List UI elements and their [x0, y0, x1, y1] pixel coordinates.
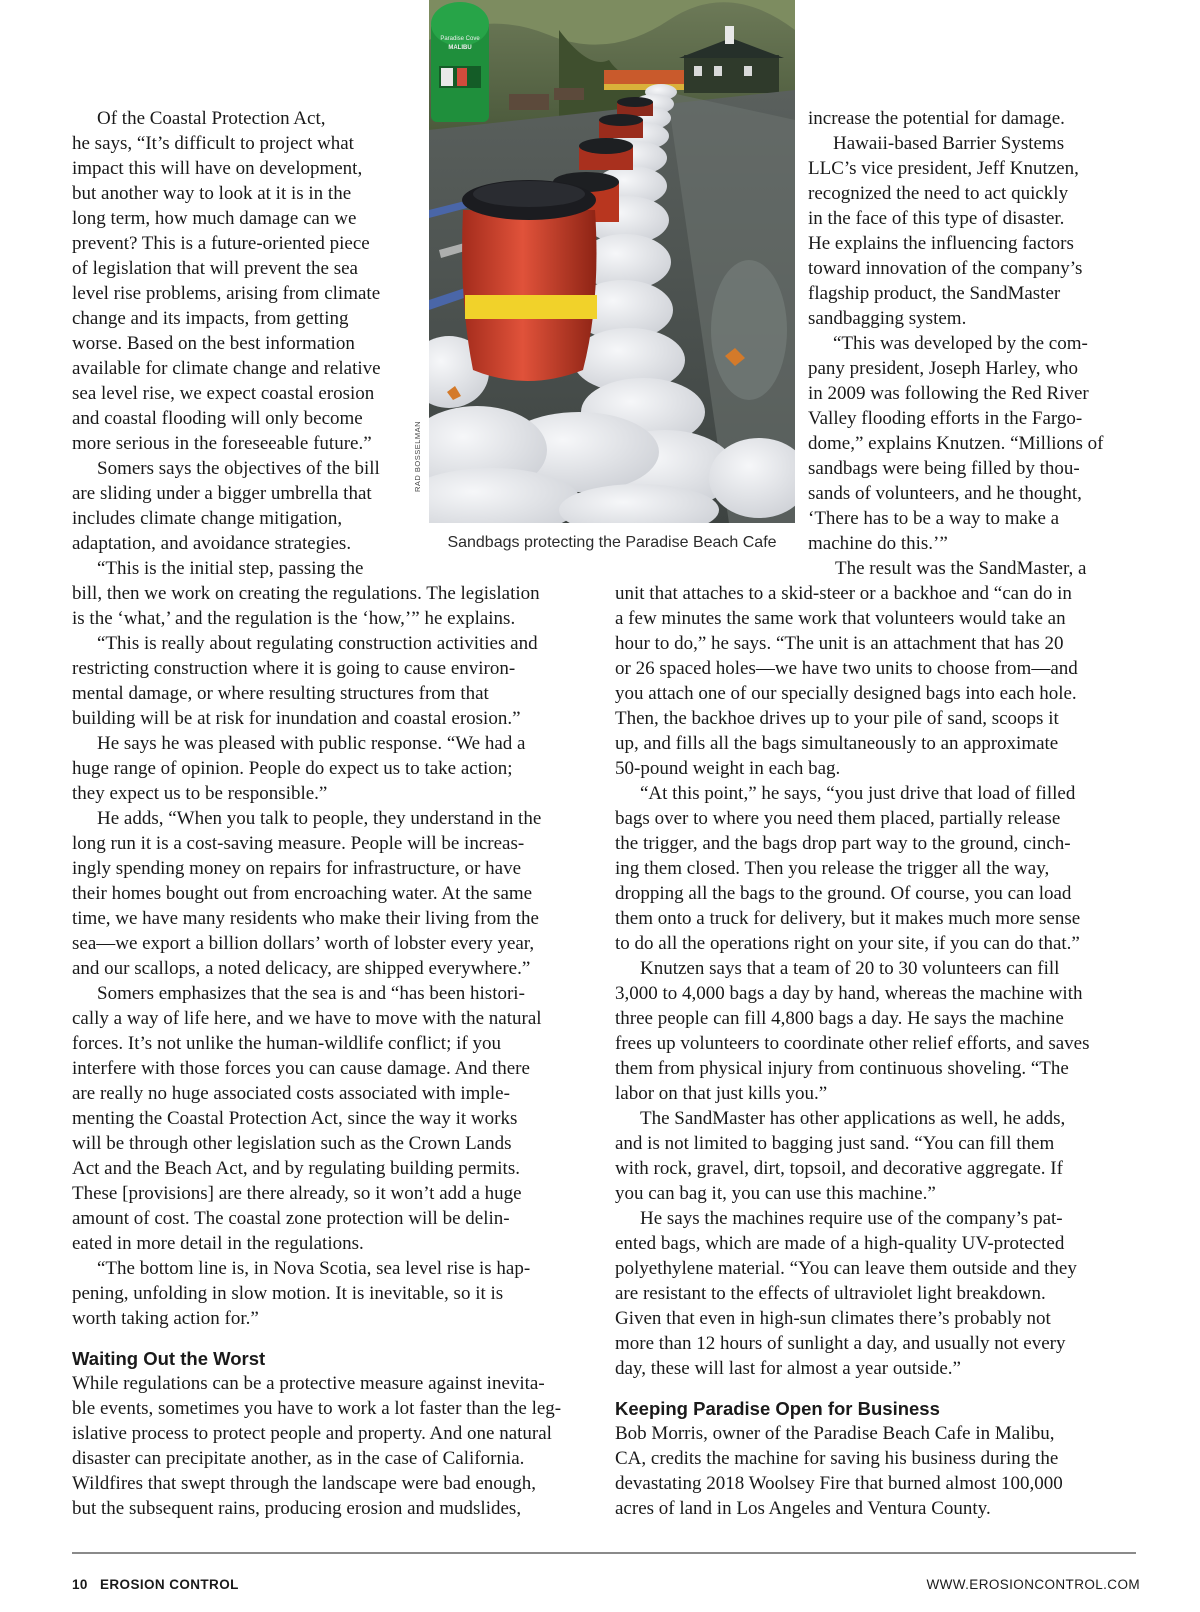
- paragraph: “This is the initial step, passing the bill, then we work on creating the regulations. The legislation is the ‘what,’ and the regulation is the ‘how,’” he explains.: [72, 558, 540, 629]
- green-kiosk: [431, 2, 489, 122]
- sandbag-photo-illustration: [429, 0, 795, 523]
- page-number: 10: [72, 1577, 88, 1592]
- paragraph: The result was the SandMaster, a unit that attaches to a skid-steer or a backhoe and “can do in a few minutes the same work that volunteers would take an hour to do,” he says. “The unit is an attachment that has 20 or 26 spaced holes—we have two units to choose from—and you attach one of our specially designed bags into each hole. Then, the backhoe drives up to your pile of sand, scoops it up, and fills all the bags simultaneously to an approximate 50-pound weight in each bag.: [615, 558, 1087, 779]
- photo-caption: Sandbags protecting the Paradise Beach Cafe: [447, 534, 777, 551]
- paragraph: “This is really about regulating construction activities and restricting construction where it is going to cause environ- mental damage, or where resulting structures from that building will be at risk for inundation and coastal erosion.”: [72, 633, 538, 729]
- paragraph: increase the potential for damage.: [808, 108, 1065, 129]
- paragraph: Of the Coastal Protection Act, he says, “It’s difficult to project what impact this will have on development, but another way to look at it is in the long term, how much damage can we prevent? This is a future-oriented piece of legislation that will prevent the sea level rise problems, arising from climate change and its impacts, from getting worse. Based on the best information available for climate change and relative sea level rise, we expect coastal erosion and coastal flooding will only become more serious in the foreseeable future.”: [72, 108, 381, 454]
- publication-url: WWW.EROSIONCONTROL.COM: [926, 1577, 1140, 1592]
- paragraph: “The bottom line is, in Nova Scotia, sea level rise is hap- pening, unfolding in slow motion. It is inevitable, so it is worth taking action for.”: [72, 1258, 531, 1329]
- sandbag-photo: [429, 0, 795, 523]
- red-barrel: [462, 180, 597, 381]
- paragraph: Somers says the objectives of the bill are sliding under a bigger umbrella that includes climate change mitigation, adaptation, and avoidance strategies.: [72, 458, 380, 554]
- paragraph: He says the machines require use of the company’s pat- ented bags, which are made of a high-quality UV-protected polyethylene material. “You can leave them outside and they are resistant to the effects of ultraviolet light breakdown. Given that even in high-sun climates there’s probably not more than 12 hours of sunlight a day, and usually not every day, these will last for almost a year outside.”: [615, 1208, 1077, 1379]
- kiosk-sign-line-2: MALIBU: [448, 45, 472, 51]
- paragraph: While regulations can be a protective measure against inevita- ble events, sometimes you have to work a lot faster than the leg- islative process to protect people and property. And one natural disaster can precipitate another, as in the case of California. Wildfires that swept through the landscape were bad enough, but the subsequent rains, producing erosion and mudslides,: [72, 1373, 562, 1519]
- kiosk-sign-line-1: Paradise Cove: [440, 36, 480, 42]
- paragraph: The SandMaster has other applications as well, he adds, and is not limited to bagging just sand. “You can fill them with rock, gravel, dirt, topsoil, and decorative aggregate. If you can bag it, you can use this machine.”: [615, 1108, 1066, 1204]
- section-heading: Keeping Paradise Open for Business: [615, 1398, 940, 1419]
- paragraph: Hawaii-based Barrier Systems LLC’s vice president, Jeff Knutzen, recognized the need to act quickly in the face of this type of disaster. He explains the influencing factors toward innovation of the company’s flagship product, the SandMaster sandbagging system.: [808, 133, 1083, 329]
- paragraph: He says he was pleased with public response. “We had a huge range of opinion. People do expect us to take action; they expect us to be responsible.”: [72, 733, 526, 804]
- paragraph: He adds, “When you talk to people, they understand in the long run it is a cost-saving measure. People will be increas- ingly spending money on repairs for infrastructure, or have their homes bought out from encroaching water. At the same time, we have many residents who make their living from the sea—we export a billion dollars’ worth of lobster every year, and our scallops, a noted delicacy, are shipped everywhere.”: [72, 808, 542, 979]
- footer-folio: [72, 1577, 239, 1592]
- paragraph: Knutzen says that a team of 20 to 30 volunteers can fill 3,000 to 4,000 bags a day by hand, whereas the machine with three people can fill 4,800 bags a day. He says the machine frees up volunteers to coordinate other relief efforts, and saves them from physical injury from continuous shoveling. “The labor on that just kills you.”: [615, 958, 1090, 1104]
- paragraph: Somers emphasizes that the sea is and “has been histori- cally a way of life here, and we have to move with the natural forces. It’s not unlike the human-wildlife conflict; if you interfere with those forces you can cause damage. And there are really no huge associated costs associated with imple- menting the Coastal Protection Act, since the way it works will be through other legislation such as the Crown Lands Act and the Beach Act, and by regulating building permits. These [provisions] are there already, so it won’t add a huge amount of cost. The coastal zone protection will be delin- eated in more detail in the regulations.: [72, 983, 542, 1254]
- paragraph: “At this point,” he says, “you just drive that load of filled bags over to where you need them placed, partially release the trigger, and the bags drop part way to the ground, cinch- ing them closed. Then you release the trigger all the way, dropping all the bags to the ground. Of course, you can load them onto a truck for delivery, but it makes much more sense to do all the operations right on your site, if you can do that.”: [615, 783, 1081, 954]
- publication-name: EROSION CONTROL: [99, 1577, 239, 1592]
- footer-rule: [72, 1552, 1136, 1554]
- section-heading: Waiting Out the Worst: [72, 1348, 266, 1369]
- photo-credit: RAD BOSSELMAN: [413, 420, 422, 492]
- paragraph: Bob Morris, owner of the Paradise Beach Cafe in Malibu, CA, credits the machine for saving his business during the devastating 2018 Woolsey Fire that burned almost 100,000 acres of land in Los Angeles and Ventura County.: [615, 1423, 1063, 1519]
- paragraph: “This was developed by the com- pany president, Joseph Harley, who in 2009 was following the Red River Valley flooding efforts in the Fargo- dome,” explains Knutzen. “Millions of sandbags were being filled by thou- sands of volunteers, and he thought, ‘There has to be a way to make a machine do this.’”: [808, 333, 1104, 554]
